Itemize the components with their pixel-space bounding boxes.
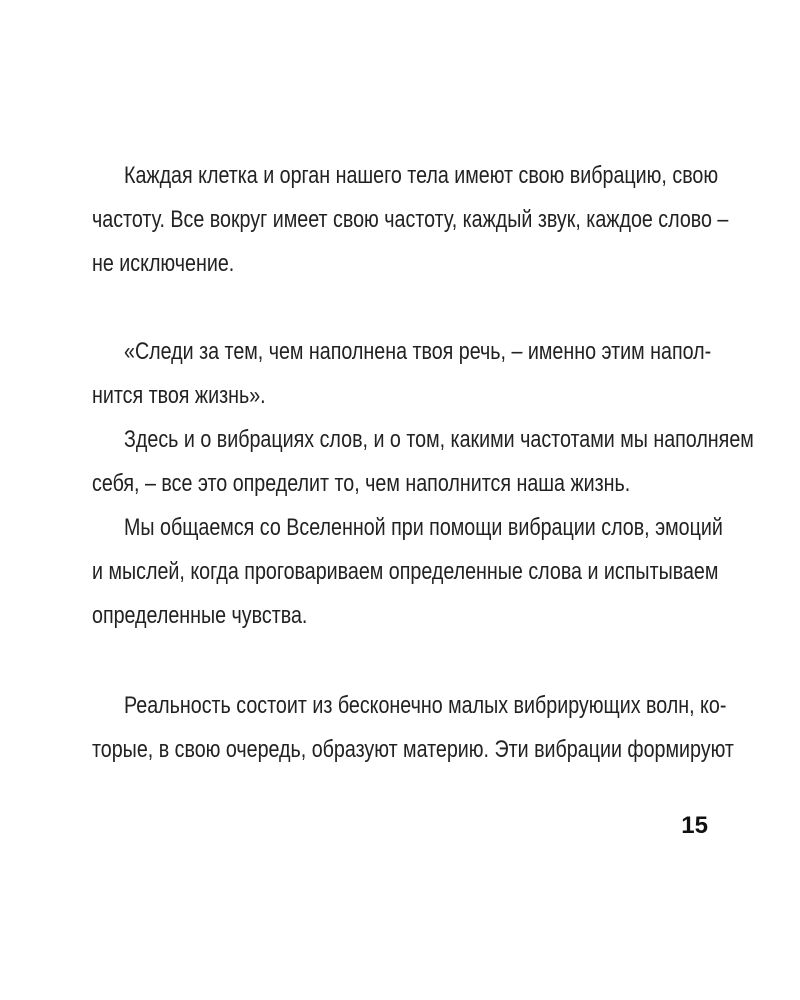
- text-line: не исключение.: [92, 250, 235, 277]
- text-line: себя, – все это определит то, чем наполнится наша жизнь.: [92, 470, 631, 497]
- text-line: нится твоя жизнь».: [92, 382, 266, 409]
- text-line: Каждая клетка и орган нашего тела имеют свою вибрацию, свою: [124, 162, 719, 189]
- text-line: Мы общаемся со Вселенной при помощи вибрации слов, эмоций: [124, 514, 723, 541]
- text-line: Здесь и о вибрациях слов, и о том, какими частотами мы наполняем: [124, 426, 754, 453]
- page-number: 15: [681, 812, 708, 839]
- text-line: частоту. Все вокруг имеет свою частоту, каждый звук, каждое слово –: [92, 206, 729, 233]
- text-line: «Следи за тем, чем наполнена твоя речь, – именно этим напол-: [124, 338, 712, 365]
- text-line: торые, в свою очередь, образуют материю. Эти вибрации формируют: [92, 736, 734, 763]
- text-line: Реальность состоит из бесконечно малых вибрирующих волн, ко-: [124, 692, 727, 719]
- text-line: определенные чувства.: [92, 602, 308, 629]
- text-line: и мыслей, когда проговариваем определенные слова и испытываем: [92, 558, 719, 585]
